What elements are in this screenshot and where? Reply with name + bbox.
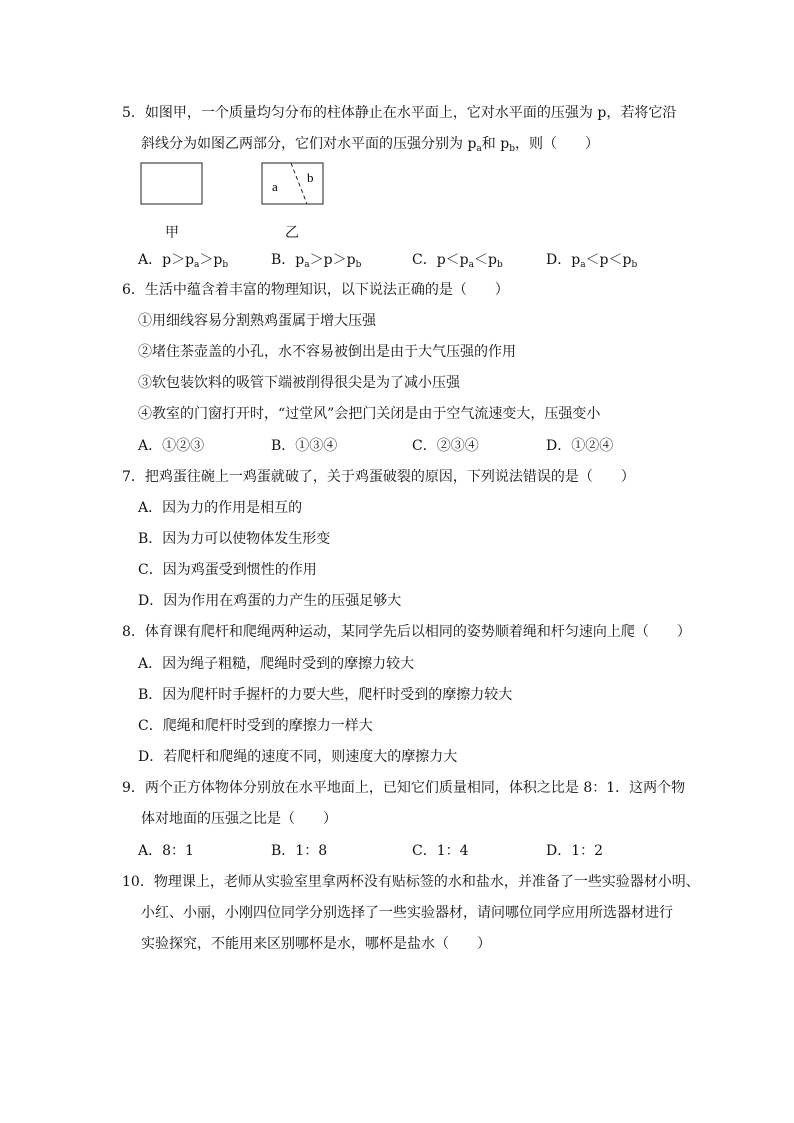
q5-option-b: B．$p_a>p>p_b$ bbox=[271, 252, 362, 270]
q6-option-a: A．①②③ bbox=[138, 438, 205, 454]
q7-option-b: B．因为力可以使物体发生形变 bbox=[138, 531, 331, 547]
q8-option-b: B．因为爬杆时手握杆的力要大些，爬杆时受到的摩擦力较大 bbox=[138, 687, 513, 703]
q5-option-a: A．$p>p_a>p_b$ bbox=[138, 252, 229, 270]
figure-yi-label-b: b bbox=[307, 170, 314, 185]
q5-stem-line2: 斜线分为如图乙两部分，它们对水平面的压强分别为 $p_a$和 $p_b$，则（ ） bbox=[141, 136, 599, 154]
q8-stem: 8．体育课有爬杆和爬绳两种运动，某同学先后以相同的姿势顺着绳和杆匀速向上爬（ ） bbox=[122, 624, 691, 640]
q6-option-b: B．①③④ bbox=[271, 438, 338, 454]
figure-yi bbox=[261, 162, 325, 206]
figure-jia bbox=[140, 162, 204, 206]
q8-option-a: A．因为绳子粗糙，爬绳时受到的摩擦力较大 bbox=[138, 656, 415, 672]
q9-option-a: A．8：1 bbox=[138, 843, 194, 859]
q10-stem-line3: 实验探究，不能用来区别哪杯是水，哪杯是盐水（ ） bbox=[141, 936, 491, 952]
q10-stem-line1: 10．物理课上，老师从实验室里拿两杯没有贴标签的水和盐水，并准备了一些实验器材小明、 bbox=[122, 874, 700, 890]
q6-option-d: D．①②④ bbox=[546, 438, 614, 454]
q7-option-a: A．因为力的作用是相互的 bbox=[138, 500, 303, 516]
q5-option-d: D．$p_a<p<p_b$ bbox=[546, 252, 638, 270]
caption-jia: 甲 bbox=[165, 225, 179, 241]
q9-option-b: B．1：8 bbox=[271, 843, 328, 859]
figure-yi-dashed-line bbox=[291, 163, 307, 204]
q5-stem-line1: 5．如图甲，一个质量均匀分布的柱体静止在水平面上，它对水平面的压强为 p，若将它沿 bbox=[122, 105, 677, 121]
q7-option-c: C．因为鸡蛋受到惯性的作用 bbox=[138, 562, 317, 578]
q8-option-c: C．爬绳和爬杆时受到的摩擦力一样大 bbox=[138, 718, 373, 734]
q7-stem: 7．把鸡蛋往碗上一鸡蛋就破了，关于鸡蛋破裂的原因，下列说法错误的是（ ） bbox=[122, 469, 635, 485]
figure-jia-rect bbox=[141, 163, 202, 204]
q5-option-c: C．$p<p_a<p_b$ bbox=[412, 252, 503, 270]
q6-stem: 6．生活中蕴含着丰富的物理知识，以下说法正确的是（ ） bbox=[122, 282, 509, 298]
figure-yi-label-a: a bbox=[272, 179, 278, 194]
q9-stem-line2: 体对地面的压强之比是（ ） bbox=[141, 811, 337, 827]
q9-option-c: C．1：4 bbox=[412, 843, 469, 859]
q6-item-2: ②堵住茶壶盖的小孔，水不容易被倒出是由于大气压强的作用 bbox=[138, 344, 516, 360]
q6-item-1: ①用细线容易分割熟鸡蛋属于增大压强 bbox=[138, 313, 376, 329]
q8-option-d: D．若爬杆和爬绳的速度不同，则速度大的摩擦力大 bbox=[138, 749, 458, 765]
q6-item-3: ③软包装饮料的吸管下端被削得很尖是为了减小压强 bbox=[138, 375, 460, 391]
caption-yi: 乙 bbox=[285, 225, 299, 241]
q10-stem-line2: 小红、小丽，小刚四位同学分别选择了一些实验器材，请问哪位同学应用所选器材进行 bbox=[141, 905, 673, 921]
q6-option-c: C．②③④ bbox=[412, 438, 479, 454]
q7-option-d: D．因为作用在鸡蛋的力产生的压强足够大 bbox=[138, 593, 402, 609]
q9-option-d: D．1：2 bbox=[546, 843, 604, 859]
q9-stem-line1: 9．两个正方体物体分别放在水平地面上，已知它们质量相同，体积之比是 8：1．这两个物 bbox=[122, 780, 686, 796]
q6-item-4: ④教室的门窗打开时，“过堂风”会把门关闭是由于空气流速变大，压强变小 bbox=[138, 406, 601, 422]
